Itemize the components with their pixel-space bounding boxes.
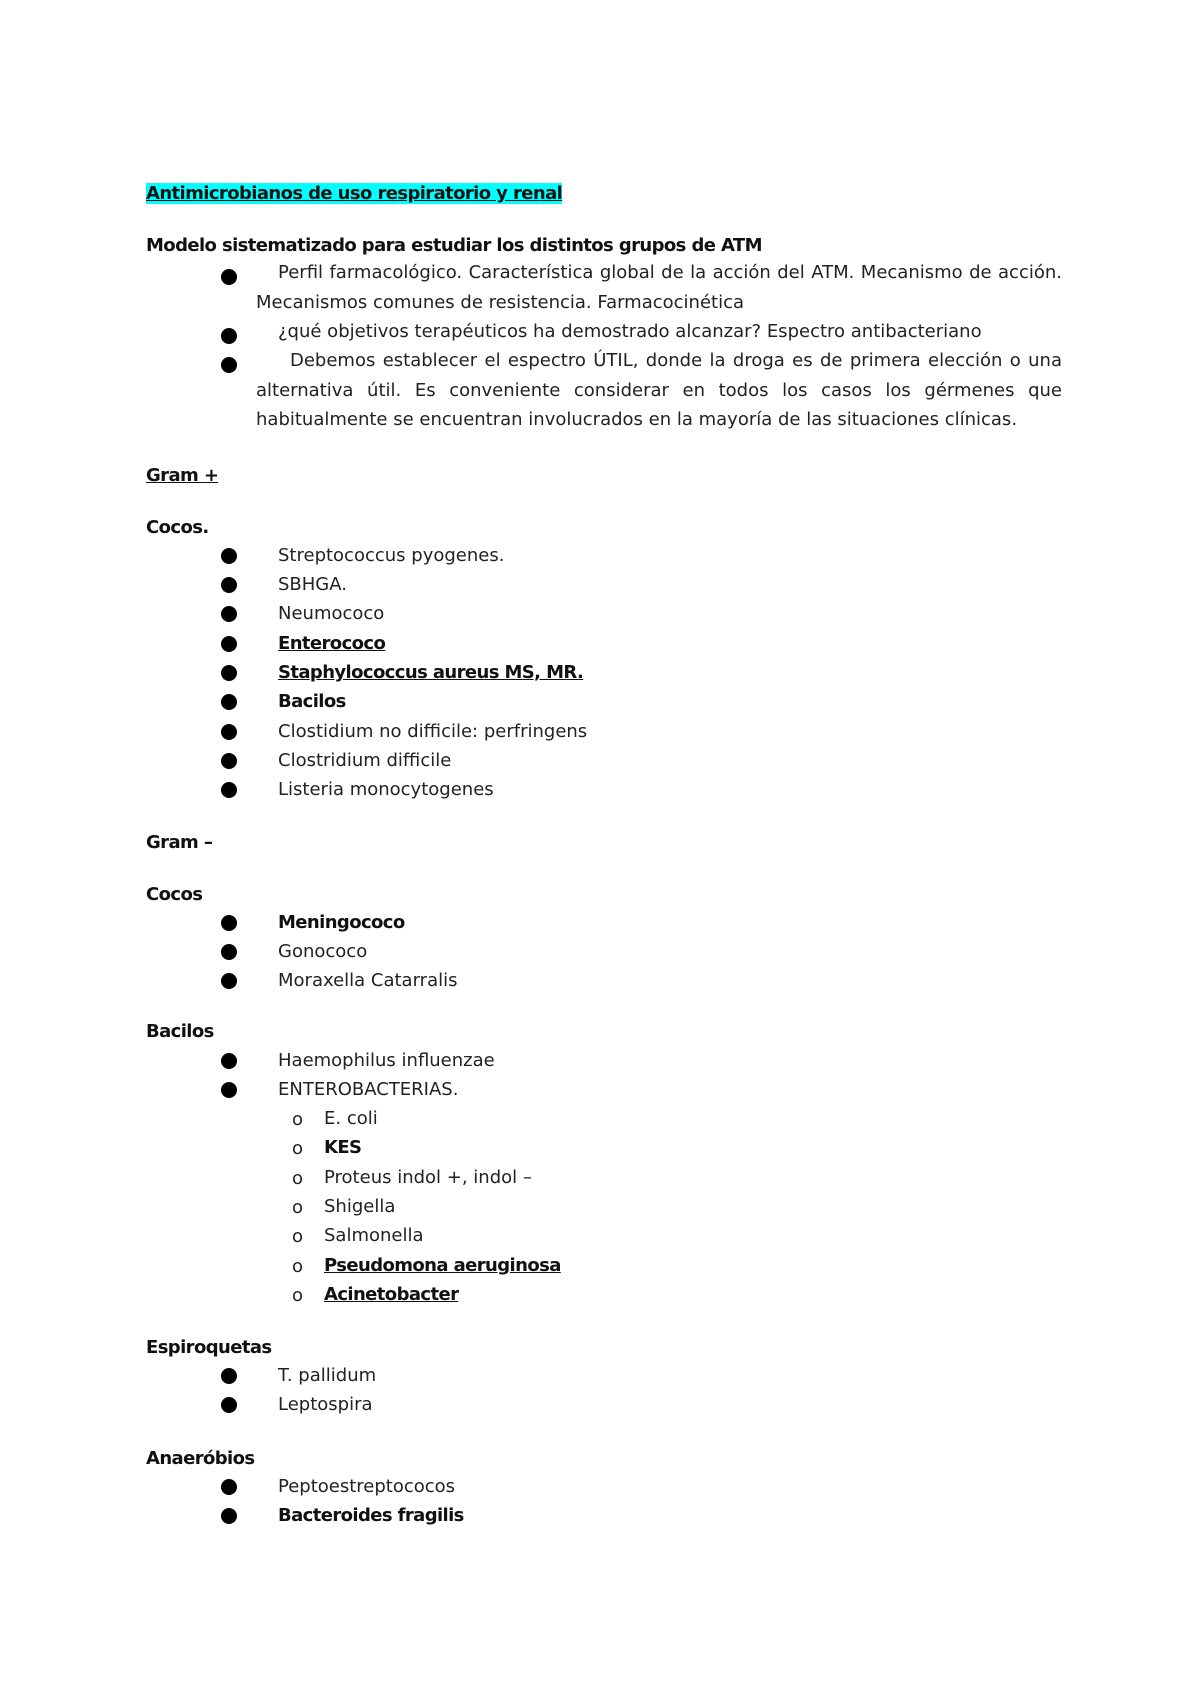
sub-list-item	[0, 1164, 1200, 1193]
list-item-label: Bacteroides fragilis	[278, 1505, 464, 1526]
bullet-icon	[221, 1082, 237, 1098]
sub-list-item-label: Acinetobacter	[324, 1284, 459, 1305]
sub-bullet-marker: o	[292, 1197, 304, 1218]
list-item-label: Clostidium no difficile: perfringens	[278, 721, 588, 742]
bullet-icon	[221, 665, 237, 681]
sub-list-item-label: KES	[324, 1137, 362, 1158]
list-item-label: Moraxella Catarralis	[278, 970, 458, 991]
sub-list-item	[0, 1105, 1200, 1134]
sub-bullet-marker: o	[292, 1109, 304, 1130]
espiroquetas-heading: Espiroquetas	[146, 1337, 272, 1358]
list-item-label: Bacilos	[278, 691, 346, 712]
list-item-label: Clostridium difficile	[278, 750, 452, 771]
bullet-icon	[221, 548, 237, 564]
model-heading: Modelo sistematizado para estudiar los distintos grupos de ATM	[146, 235, 762, 256]
bullet-icon	[221, 944, 237, 960]
sub-list-item	[0, 1281, 1200, 1310]
bullet-icon	[221, 694, 237, 710]
list-item	[0, 718, 1200, 747]
bullet-icon	[221, 753, 237, 769]
list-item-label: ENTEROBACTERIAS.	[278, 1079, 459, 1100]
sub-list-item	[0, 1134, 1200, 1163]
sub-list-item	[0, 1252, 1200, 1281]
list-item	[0, 967, 1200, 996]
sub-list-item	[0, 1222, 1200, 1251]
bullet-icon	[221, 782, 237, 798]
list-item	[0, 571, 1200, 600]
sub-list-item-label: Shigella	[324, 1196, 396, 1217]
bullet-icon	[221, 357, 237, 373]
list-item-label: Streptococcus pyogenes.	[278, 545, 505, 566]
list-item-label: Neumococo	[278, 603, 385, 624]
title-highlight: Antimicrobianos de uso respiratorio y renal	[146, 183, 563, 204]
sub-bullet-marker: o	[292, 1285, 304, 1306]
list-item	[0, 542, 1200, 571]
list-item-label: Enterococo	[278, 633, 386, 654]
list-item	[0, 938, 1200, 967]
gram-pos-heading: Gram +	[146, 465, 219, 486]
list-item-label: SBHGA.	[278, 574, 347, 595]
list-item	[0, 659, 1200, 688]
list-item	[0, 1391, 1200, 1420]
list-item	[0, 630, 1200, 659]
list-item	[0, 1076, 1200, 1105]
sub-list-item-label: Pseudomona aeruginosa	[324, 1255, 561, 1276]
list-item-label: Meningococo	[278, 912, 405, 933]
list-item-label: Haemophilus influenzae	[278, 1050, 495, 1071]
document-title	[146, 182, 562, 206]
list-item-label: Gonococo	[278, 941, 368, 962]
bullet-icon	[221, 606, 237, 622]
list-item	[0, 600, 1200, 629]
bullet-icon	[221, 1368, 237, 1384]
bullet-icon	[221, 577, 237, 593]
bullet-icon	[221, 1053, 237, 1069]
bullet-icon	[221, 1397, 237, 1413]
list-item-label: Staphylococcus aureus MS, MR.	[278, 662, 584, 683]
model-item-2: ¿qué objetivos terapéuticos ha demostrado alcanzar? Espectro antibacteriano	[278, 321, 982, 342]
anaerobios-heading: Anaeróbios	[146, 1448, 255, 1469]
list-item	[0, 1047, 1200, 1076]
list-item	[0, 1362, 1200, 1391]
list-item-label: Listeria monocytogenes	[278, 779, 494, 800]
list-item	[0, 1502, 1200, 1531]
sub-list-item-label: Proteus indol +, indol –	[324, 1167, 532, 1188]
bullet-icon	[221, 328, 237, 344]
sub-list-item-label: Salmonella	[324, 1225, 424, 1246]
list-item	[0, 1473, 1200, 1502]
list-item-label: T. pallidum	[278, 1365, 377, 1386]
sub-list-item-label: E. coli	[324, 1108, 378, 1129]
list-item	[0, 776, 1200, 805]
gram-neg-bacilos-heading: Bacilos	[146, 1021, 214, 1042]
list-item	[0, 747, 1200, 776]
bullet-icon	[221, 1508, 237, 1524]
sub-bullet-marker: o	[292, 1168, 304, 1189]
sub-bullet-marker: o	[292, 1138, 304, 1159]
bullet-icon	[221, 724, 237, 740]
sub-list-item	[0, 1193, 1200, 1222]
model-item-1: Perfil farmacológico. Característica global de la acción del ATM. Mecanismo de acción. Mecanismos comunes de resistencia. Farmacocinética	[256, 262, 1062, 313]
bullet-icon	[221, 915, 237, 931]
list-item	[0, 688, 1200, 717]
list-item	[0, 909, 1200, 938]
sub-bullet-marker: o	[292, 1256, 304, 1277]
gram-neg-cocos-heading: Cocos	[146, 884, 203, 905]
model-item-3: Debemos establecer el espectro ÚTIL, donde la droga es de primera elección o una alternativa útil. Es conveniente considerar en todos los casos los gérmenes que habitualmente se encuentran involucrados en la mayoría de las situaciones clínicas.	[256, 350, 1062, 430]
gram-neg-heading: Gram –	[146, 832, 213, 853]
list-item-label: Peptoestreptococos	[278, 1476, 456, 1497]
sub-bullet-marker: o	[292, 1226, 304, 1247]
bullet-icon	[221, 636, 237, 652]
bullet-icon	[221, 973, 237, 989]
bullet-icon	[221, 1479, 237, 1495]
gram-pos-cocos-heading: Cocos.	[146, 517, 209, 538]
bullet-icon	[221, 269, 237, 285]
list-item-label: Leptospira	[278, 1394, 373, 1415]
